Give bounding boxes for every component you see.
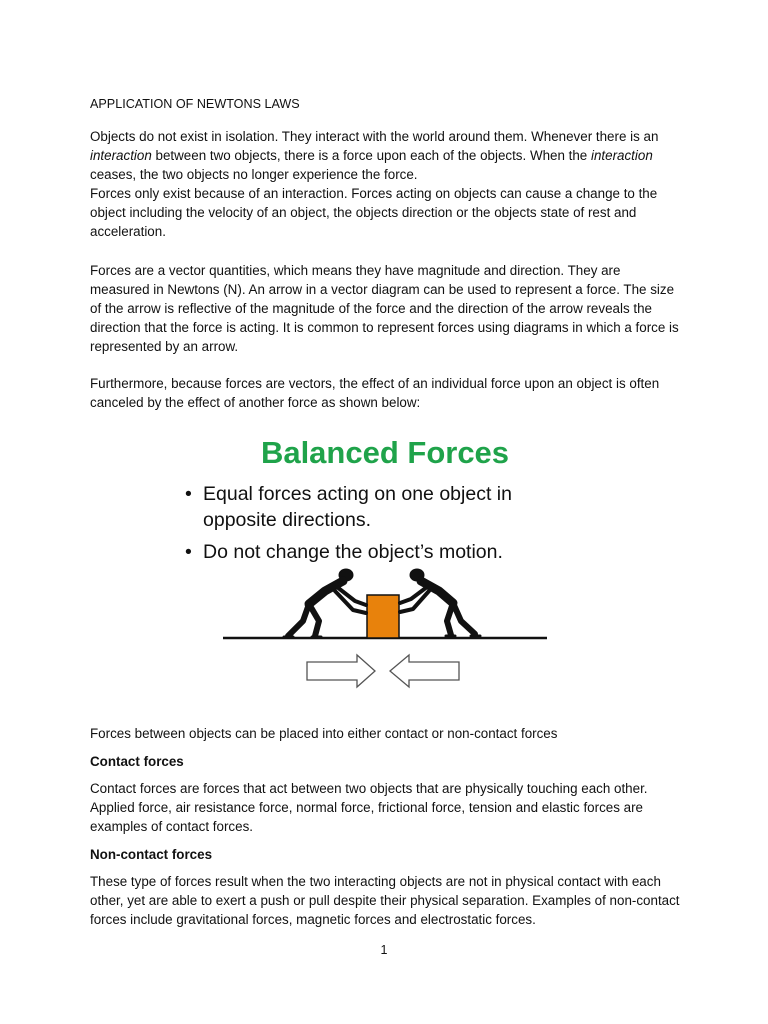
heading-non-contact-forces: Non-contact forces [90,847,213,862]
page-number: 1 [380,943,388,957]
p1-text-d: Forces only exist because of an interaction. Forces acting on objects can cause a change to the object including the velocity of an object, the objects direction or the objects state of rest and acceleration. [90,186,658,239]
paragraph-furthermore: Furthermore, because forces are vectors, the effect of an individual force upon an object is often canceled by the effect of another force as shown below: [90,376,660,410]
left-person-icon [284,569,366,637]
bullet-marker-1: • [185,483,192,505]
paragraph-interaction [90,127,680,241]
right-arrow-icon [307,655,375,687]
figure-title: Balanced Forces [260,435,510,470]
heading-contact-forces: Contact forces [90,754,184,769]
paragraph-contact-forces: Contact forces are forces that act between two objects that are physically touching each other. Applied force, air resistance force, normal force, frictional force, tension and elastic forces are examples of contact forces. [90,781,648,834]
right-person-icon [400,569,480,636]
p1-text-a: Objects do not exist in isolation. They interact with the world around them. Whenever there is an [90,129,659,144]
doc-title: APPLICATION OF NEWTONS LAWS [90,97,300,111]
bullet-2-text: Do not change the object’s motion. [203,541,503,563]
bullet-marker-2: • [185,541,192,563]
p1-emphasis-2: interaction [590,148,653,163]
bullet-1-line-1: Equal forces acting on one object in [203,483,512,505]
left-arrow-icon [390,655,459,687]
paragraph-vectors: Forces are a vector quantities, which means they have magnitude and direction. They are measured in Newtons (N). An arrow in a vector diagram can be used to represent a force. The size of the arrow is reflective of the magnitude of the force and the direction of the arrow reveals the direction that the force is acting. It is common to represent forces using diagrams in which a force is represented by an arrow. [90,263,679,354]
paragraph-non-contact-forces: These type of forces result when the two interacting objects are not in physical contact with each other, yet are able to exert a push or pull despite their physical separation. Examples of non-contact forces include gravitational forces, magnetic forces and electrostatic forces. [90,874,680,927]
bullet-1-line-2: opposite directions. [203,509,372,531]
p1-text-b: between two objects, there is a force upon each of the objects. When the [151,148,591,163]
pushed-box [367,595,399,638]
balanced-forces-figure [185,431,585,697]
paragraph-contact-intro: Forces between objects can be placed into either contact or non-contact forces [90,726,558,741]
pushing-scene [185,431,585,697]
p1-text-c: ceases, the two objects no longer experience the force. [90,167,418,182]
p1-emphasis-1: interaction [90,148,152,163]
